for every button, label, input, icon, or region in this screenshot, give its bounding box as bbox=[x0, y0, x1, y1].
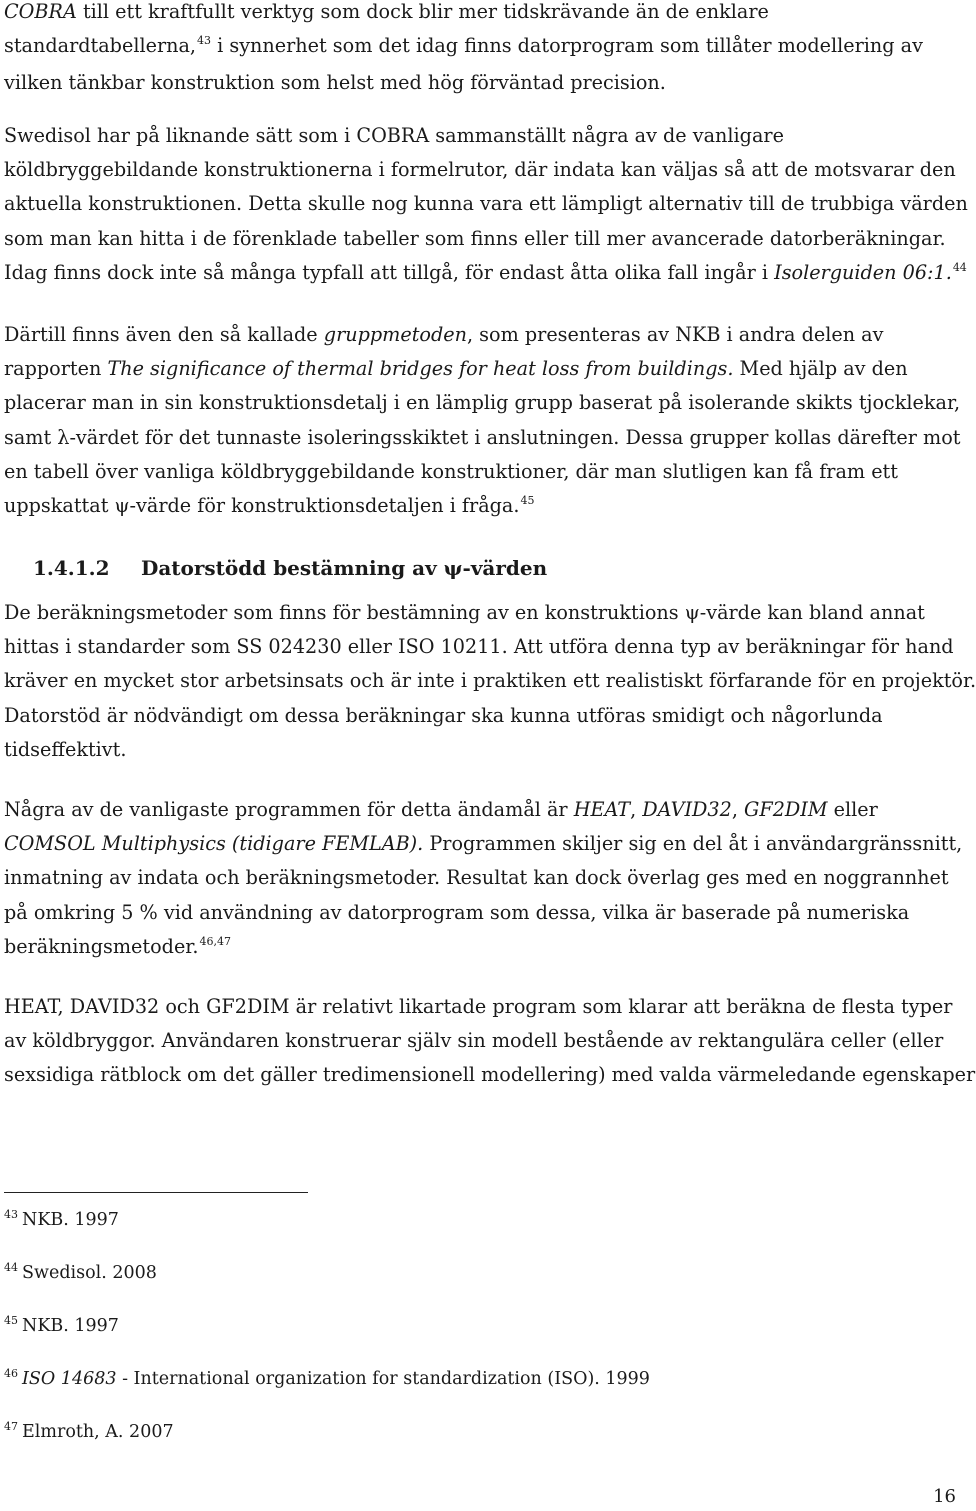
paragraph-4 bbox=[4, 596, 976, 767]
p6-line-1: HEAT, DAVID32 och GF2DIM är relativt likartade program som klarar att beräkna de flesta typer bbox=[4, 995, 953, 1018]
paragraph-1 bbox=[4, 0, 956, 101]
section-number: 1.4.1.2 bbox=[33, 556, 110, 580]
p2-line-4: som man kan hitta i de förenklade tabeller som finns eller till mer avancerade datorberäkningar. bbox=[4, 226, 946, 250]
p1-line-2: standardtabellerna,$^{43}$ i synnerhet som det idag finns datorprogram som tillåter modellering av bbox=[4, 34, 923, 58]
footnote-44: $^{44}$ Swedisol. 2008 bbox=[4, 1261, 157, 1283]
cobra-term: COBRA bbox=[4, 0, 77, 23]
p3-line-4: samt λ-värdet för det tunnaste isoleringsskiktet i anslutningen. Dessa grupper kollas därefter mot bbox=[4, 425, 961, 449]
footnote-ref-45[interactable]: 45 bbox=[520, 494, 535, 508]
p6-line-2: av köldbryggor. Användaren konstruerar själv sin modell bestående av rektangulära celler (eller bbox=[4, 1029, 944, 1053]
report-title: The significance of thermal bridges for heat loss from buildings. bbox=[107, 357, 734, 381]
isolerguiden-title: Isolerguiden 06:1. bbox=[774, 260, 952, 284]
footnote-ref-46-47[interactable]: 46,47 bbox=[199, 934, 231, 948]
footnote-46: $^{46}$ ISO 14683 - International organization for standardization (ISO). 1999 bbox=[4, 1367, 650, 1389]
p3-line-1: Därtill finns även den så kallade gruppmetoden, som presenteras av NKB i andra delen av bbox=[4, 323, 884, 346]
p5-line-4: på omkring 5 % vid användning av datorprogram som dessa, vilka är baserade på numeriska bbox=[4, 900, 910, 924]
p3-line-5: en tabell över vanliga köldbryggebildande konstruktioner, där man slutligen kan få fram ett bbox=[4, 459, 898, 483]
p4-line-2: hittas i standarder som SS 024230 eller ISO 10211. Att utföra denna typ av beräkningar för hand bbox=[4, 635, 954, 659]
footnote-47: $^{47}$ Elmroth, A. 2007 bbox=[4, 1420, 174, 1442]
p5-line-2: COMSOL Multiphysics (tidigare FEMLAB). Programmen skiljer sig en del åt i användargränssnitt, bbox=[4, 832, 963, 856]
p6-line-3: sexsidiga rätblock om det gäller tredimensionell modellering) med valda värmeledande egenskaper bbox=[4, 1063, 976, 1087]
paragraph-3 bbox=[4, 318, 961, 526]
footnote-ref-44[interactable]: 44 bbox=[952, 260, 967, 274]
p3-line-6: uppskattat ψ-värde för konstruktionsdetaljen i fråga.$^{45}$ bbox=[4, 494, 535, 518]
p2-line-1: Swedisol har på liknande sätt som i COBRA sammanställt några av de vanligare bbox=[4, 124, 784, 147]
gf2dim-program: GF2DIM bbox=[744, 798, 828, 821]
p1-line-1: COBRA till ett kraftfullt verktyg som dock blir mer tidskrävande än de enklare bbox=[4, 0, 769, 23]
p3-line-3: placerar man in sin konstruktionsdetalj i en lämplig grupp baserat på isolerande skikts tjocklekar, bbox=[4, 391, 961, 415]
p4-line-4: Datorstöd är nödvändigt om dessa beräkningar ska kunna utföras smidigt och någorlunda bbox=[4, 703, 883, 727]
footnote-ref-43[interactable]: 43 bbox=[197, 34, 212, 48]
p1-line-3: vilken tänkbar konstruktion som helst med hög förväntad precision. bbox=[4, 71, 666, 95]
p4-line-3: kräver en mycket stor arbetsinsats och är inte i praktiken ett realistiskt förfarande för en projektör. bbox=[4, 669, 976, 693]
footnote-43: $^{43}$ NKB. 1997 bbox=[4, 1208, 119, 1230]
p5-line-5: beräkningsmetoder.$^{46,47}$ bbox=[4, 934, 231, 958]
david32-program: DAVID32 bbox=[642, 798, 732, 821]
paragraph-6 bbox=[4, 990, 976, 1093]
p3-line-2: rapporten The significance of thermal bridges for heat loss from buildings. Med hjälp av den bbox=[4, 357, 908, 381]
page-number: 16 bbox=[933, 1486, 956, 1507]
p5-line-1: Några av de vanligaste programmen för detta ändamål är HEAT, DAVID32, GF2DIM eller bbox=[4, 798, 878, 821]
p4-line-1: De beräkningsmetoder som finns för bestämning av en konstruktions ψ-värde kan bland annat bbox=[4, 601, 925, 624]
footnote-45: $^{45}$ NKB. 1997 bbox=[4, 1314, 119, 1336]
p2-line-5: Idag finns dock inte så många typfall att tillgå, för endast åtta olika fall ingår i Isolerguiden 06:1.44 bbox=[4, 260, 967, 284]
gruppmetoden-term: gruppmetoden bbox=[323, 323, 467, 346]
heat-program: HEAT bbox=[573, 798, 631, 821]
iso-14683-title: ISO 14683 bbox=[22, 1369, 117, 1389]
p5-line-3: inmatning av indata och beräkningsmetoder. Resultat kan dock överlag ges med en noggrannhet bbox=[4, 866, 949, 890]
p2-line-2: köldbryggebildande konstruktionerna i formelrutor, där indata kan väljas så att de motsvarar den bbox=[4, 158, 956, 182]
paragraph-5 bbox=[4, 793, 963, 967]
p4-line-5: tidseffektivt. bbox=[4, 737, 127, 761]
p2-line-3: aktuella konstruktionen. Detta skulle nog kunna vara ett lämpligt alternativ till de trubbiga värden bbox=[4, 192, 968, 216]
section-heading bbox=[33, 556, 547, 580]
footnote-separator bbox=[4, 1192, 308, 1193]
section-title: Datorstödd bestämning av ψ-värden bbox=[141, 556, 548, 580]
paragraph-2 bbox=[4, 119, 968, 293]
comsol-program: COMSOL Multiphysics (tidigare FEMLAB). bbox=[4, 832, 424, 856]
